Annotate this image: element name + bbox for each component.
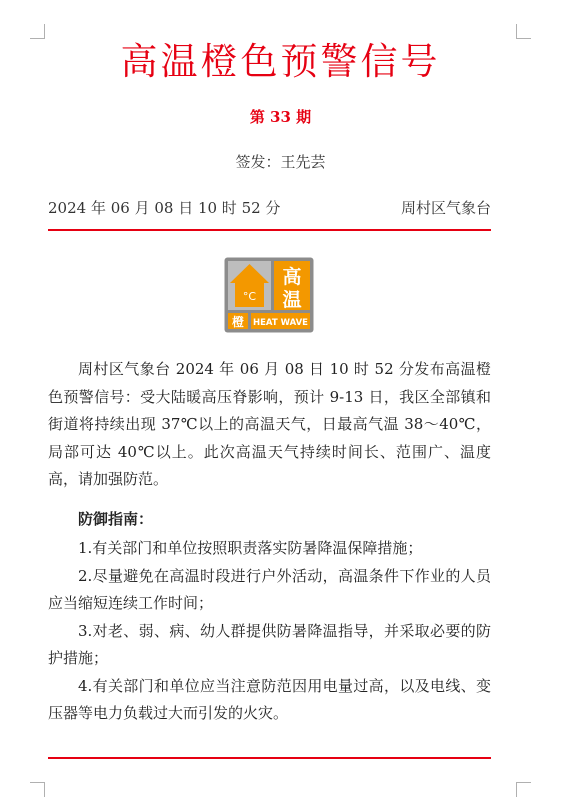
crop-mark-bottom-left xyxy=(30,782,45,797)
footer-divider xyxy=(48,757,491,759)
badge-heat-char-1: 高 xyxy=(282,266,302,288)
meta-row xyxy=(48,197,491,218)
list-item: 1.有关部门和单位按照职责落实防暑降温保障措施； xyxy=(78,539,423,557)
issue-number: 第 33 期 xyxy=(249,108,312,126)
badge-heat-char-2: 温 xyxy=(282,289,302,311)
badge-english-label: HEAT WAVE xyxy=(253,318,308,328)
crop-mark-bottom-right xyxy=(516,782,531,797)
announcement-paragraph: 周村区气象台 2024 年 06 月 08 日 10 时 52 分发布高温橙色预警信号：受大陆暖高压脊影响，预计 9-13 日，我区全部镇和街道将持续出现 37℃以上的高温天气，日最高气温 38～40℃，局部可达 40℃以上。此次高温天气持续时间长、范围广、温度高，请加强防范。 xyxy=(48,360,491,488)
list-item: 3.对老、弱、病、幼人群提供防暑降温指导，并采取必要的防护措施； xyxy=(48,621,491,667)
document-title: 高温橙色预警信号 xyxy=(120,40,441,83)
header-divider xyxy=(48,229,491,231)
badge-temp-symbol: °C xyxy=(242,290,257,303)
list-item: 2.尽量避免在高温时段进行户外活动，高温条件下作业的人员应当缩短连续工作时间； xyxy=(48,566,491,612)
defense-guide-list xyxy=(48,535,491,728)
issue-datetime: 2024 年 06 月 08 日 10 时 52 分 xyxy=(48,199,281,217)
announcement-body xyxy=(48,356,491,728)
issuing-agency: 周村区气象台 xyxy=(400,199,491,217)
list-item: 4.有关部门和单位应当注意防范因用电量过高，以及电线、变压器等电力负载过大而引发的火灾。 xyxy=(48,676,491,722)
signer-line: 签发：王先芸 xyxy=(235,153,326,171)
orange-heat-warning-icon xyxy=(224,257,314,333)
badge-level-char: 橙 xyxy=(231,315,245,329)
defense-guide-title: 防御指南： xyxy=(78,509,154,528)
